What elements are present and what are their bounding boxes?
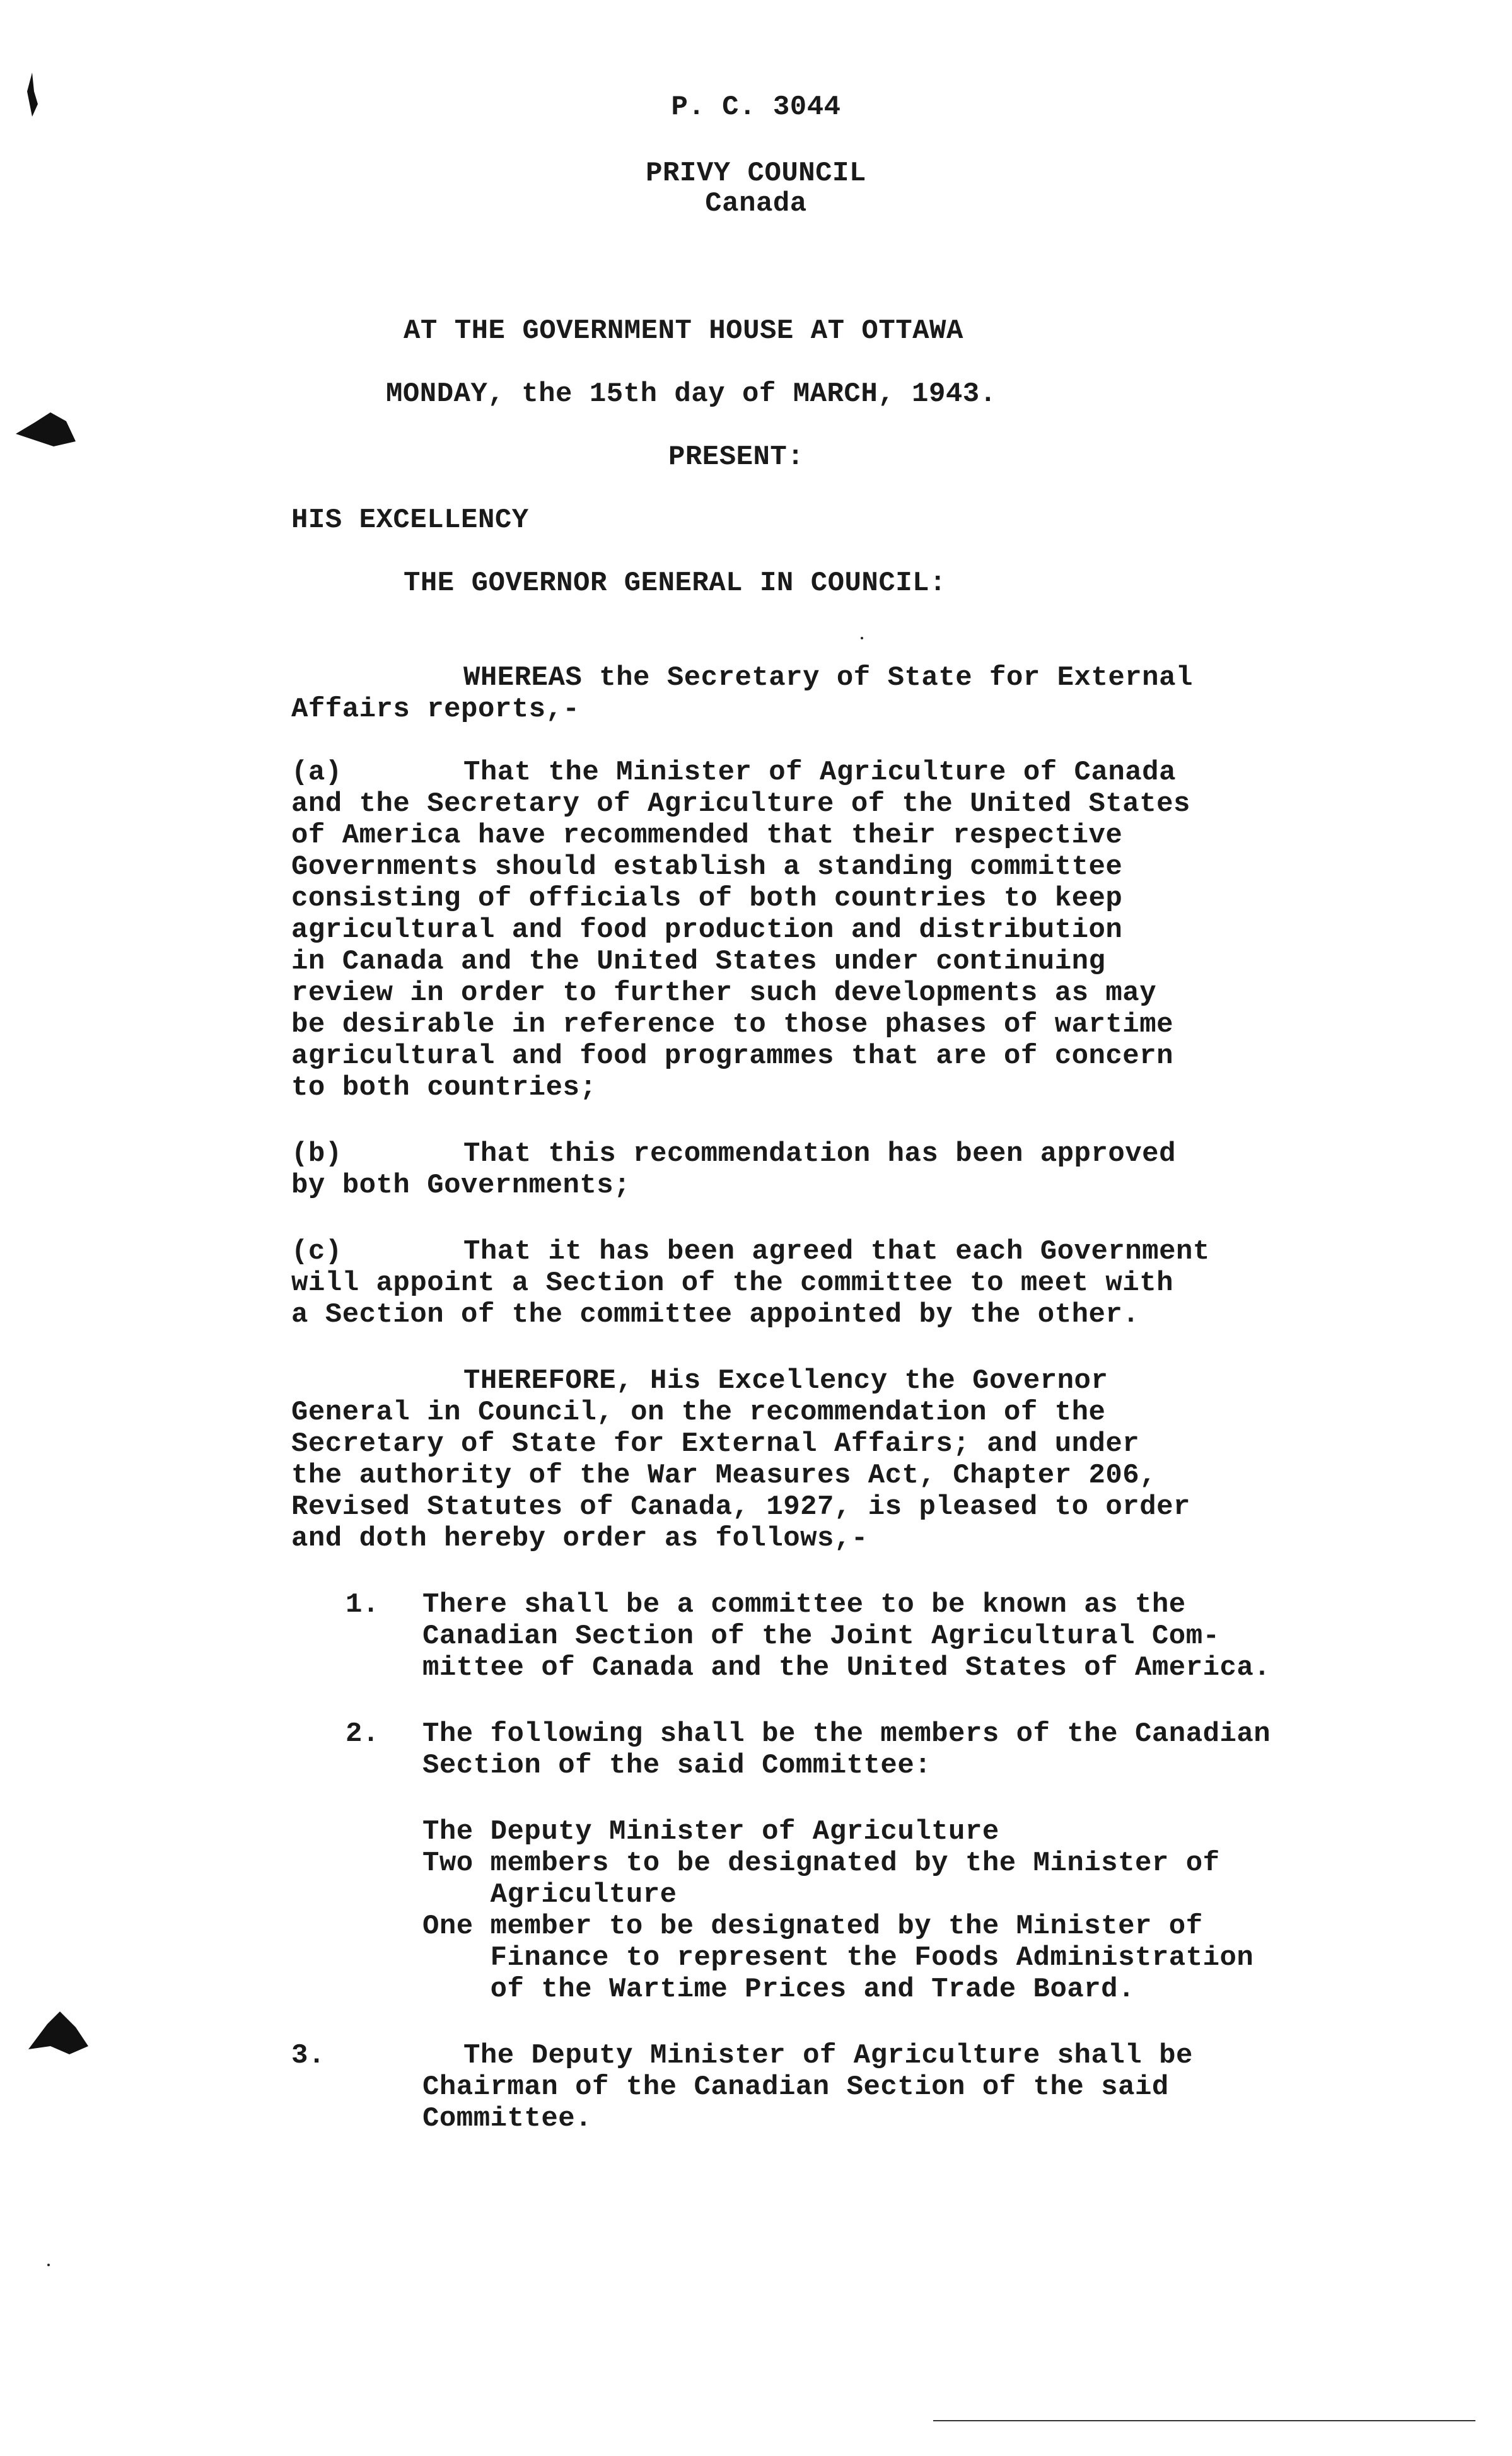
clause-line: to both countries; bbox=[291, 1072, 597, 1103]
country-name: Canada bbox=[705, 188, 807, 219]
meeting-date: MONDAY, the 15th day of MARCH, 1943. bbox=[386, 378, 997, 410]
order-line: and doth hereby order as follows,- bbox=[291, 1523, 868, 1554]
clause-line: That the Minister of Agriculture of Canada bbox=[463, 757, 1176, 788]
item-line: The following shall be the members of the Canadian bbox=[422, 1718, 1271, 1750]
meeting-place: AT THE GOVERNMENT HOUSE AT OTTAWA bbox=[404, 315, 963, 347]
item-line: Canadian Section of the Joint Agricultural Com- bbox=[422, 1621, 1220, 1652]
clause-label: (a) bbox=[291, 757, 342, 788]
order-line: the authority of the War Measures Act, Chapter 206, bbox=[291, 1460, 1157, 1491]
present-heading: PRESENT: bbox=[668, 441, 805, 473]
item-line: The Deputy Minister of Agriculture shall be bbox=[463, 2040, 1193, 2071]
preamble-line: WHEREAS the Secretary of State for External bbox=[463, 662, 1193, 694]
clause-line: a Section of the committee appointed by the other. bbox=[291, 1299, 1140, 1330]
member-line: Two members to be designated by the Minister of bbox=[422, 1848, 1220, 1879]
clause-line: consisting of officials of both countries to keep bbox=[291, 883, 1123, 914]
clause-line: in Canada and the United States under continuing bbox=[291, 946, 1106, 977]
order-line: General in Council, on the recommendation of the bbox=[291, 1397, 1106, 1428]
clause-line: review in order to further such developments as may bbox=[291, 977, 1157, 1009]
clause-line: agricultural and food programmes that are of concern bbox=[291, 1040, 1174, 1072]
member-line: Finance to represent the Foods Administration bbox=[422, 1942, 1254, 1974]
margin-mark-middle bbox=[16, 410, 76, 448]
order-line: THEREFORE, His Excellency the Governor bbox=[463, 1365, 1108, 1397]
bottom-edge-line bbox=[933, 2420, 1475, 2421]
clause-line: That it has been agreed that each Government bbox=[463, 1236, 1210, 1267]
clause-line: be desirable in reference to those phases of wartime bbox=[291, 1009, 1174, 1040]
item-line: There shall be a committee to be known as the bbox=[422, 1589, 1186, 1621]
item-number: 3. bbox=[291, 2040, 325, 2071]
margin-speck bbox=[47, 2264, 50, 2266]
clause-line: Governments should establish a standing committee bbox=[291, 851, 1123, 883]
council-name: PRIVY COUNCIL bbox=[646, 158, 866, 189]
clause-line: and the Secretary of Agriculture of the United States bbox=[291, 788, 1190, 820]
item-line: Committee. bbox=[422, 2103, 593, 2134]
item-number: 1. bbox=[346, 1589, 380, 1621]
his-excellency: HIS EXCELLENCY bbox=[291, 504, 529, 536]
clause-line: agricultural and food production and distribution bbox=[291, 914, 1123, 946]
member-line: Agriculture bbox=[422, 1879, 677, 1911]
margin-speck bbox=[861, 637, 863, 639]
item-line: Section of the said Committee: bbox=[422, 1750, 932, 1781]
member-line: of the Wartime Prices and Trade Board. bbox=[422, 1974, 1135, 2005]
clause-line: will appoint a Section of the committee to meet with bbox=[291, 1267, 1174, 1299]
governor-general: THE GOVERNOR GENERAL IN COUNCIL: bbox=[404, 567, 946, 599]
item-number: 2. bbox=[346, 1718, 380, 1750]
item-line: Chairman of the Canadian Section of the said bbox=[422, 2071, 1169, 2103]
pc-number: P. C. 3044 bbox=[671, 91, 841, 123]
item-line: mittee of Canada and the United States of America. bbox=[422, 1652, 1271, 1684]
preamble-line: Affairs reports,- bbox=[291, 694, 580, 725]
margin-mark-lower bbox=[28, 2011, 88, 2056]
order-line: Secretary of State for External Affairs; and under bbox=[291, 1428, 1140, 1460]
clause-line: by both Governments; bbox=[291, 1170, 631, 1201]
clause-label: (b) bbox=[291, 1138, 342, 1170]
clause-line: That this recommendation has been approved bbox=[463, 1138, 1176, 1170]
clause-line: of America have recommended that their respective bbox=[291, 820, 1123, 851]
member-line: The Deputy Minister of Agriculture bbox=[422, 1816, 999, 1848]
clause-label: (c) bbox=[291, 1236, 342, 1267]
order-line: Revised Statutes of Canada, 1927, is pleased to order bbox=[291, 1491, 1190, 1523]
member-line: One member to be designated by the Minister of bbox=[422, 1911, 1203, 1942]
